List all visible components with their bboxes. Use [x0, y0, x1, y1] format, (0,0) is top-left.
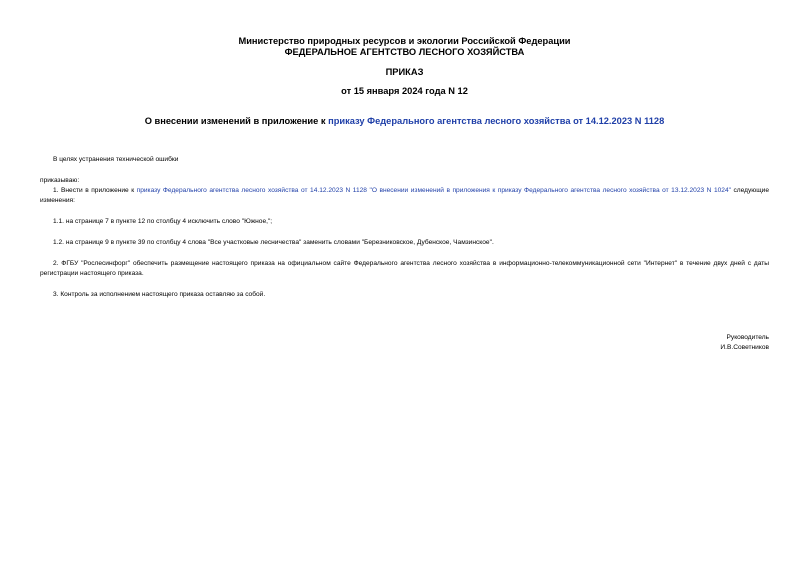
document-date-number: от 15 января 2024 года N 12	[341, 86, 468, 96]
signature-name: И.В.Советников	[720, 344, 769, 351]
agency-name: ФЕДЕРАЛЬНОЕ АГЕНТСТВО ЛЕСНОГО ХОЗЯЙСТВА	[284, 47, 525, 57]
item-1-2-paragraph: 1.2. на странице 9 в пункте 39 по столбцу 4 слова "Все участковые лесничества" заменить словами "Березниковское, Дубенское, Чамзинское".	[53, 239, 494, 246]
item-1-1-paragraph: 1.1. на странице 7 в пункте 12 по столбцу 4 исключить слово "Южное,";	[53, 218, 273, 225]
document-page	[40, 0, 769, 571]
signature-position: Руководитель	[726, 334, 769, 341]
item-1-suffix: следующие изменения:	[40, 187, 769, 204]
item-2-paragraph: 2. ФГБУ "Рослесинфорг" обеспечить размещение настоящего приказа на официальном сайте Федерального агентства лесного хозяйства в информационно-телекоммуникационной сети "Интернет" в течение двух дней с даты регистрации настоящего приказа.	[40, 260, 769, 277]
order-word: приказываю:	[40, 177, 80, 184]
document-type: ПРИКАЗ	[385, 67, 424, 77]
document-title	[40, 116, 769, 127]
item-1-link[interactable]: приказу Федерального агентства лесного хозяйства от 14.12.2023 N 1128 "О внесении изменений в приложения к приказу Федерального агентства лесного хозяйства от 13.12.2023 N 1024"	[136, 187, 731, 194]
intro-paragraph: В целях устранения технической ошибки	[53, 156, 179, 163]
title-prefix: О внесении изменений в приложение к	[144, 116, 329, 126]
ministry-name: Министерство природных ресурсов и экологии Российской Федерации	[238, 36, 571, 46]
item-3-paragraph: 3. Контроль за исполнением настоящего приказа оставляю за собой.	[53, 291, 266, 298]
title-link[interactable]: приказу Федерального агентства лесного хозяйства от 14.12.2023 N 1128	[328, 116, 665, 126]
item-1-prefix: 1. Внести в приложение к	[53, 187, 137, 194]
item-1-paragraph	[40, 186, 769, 205]
